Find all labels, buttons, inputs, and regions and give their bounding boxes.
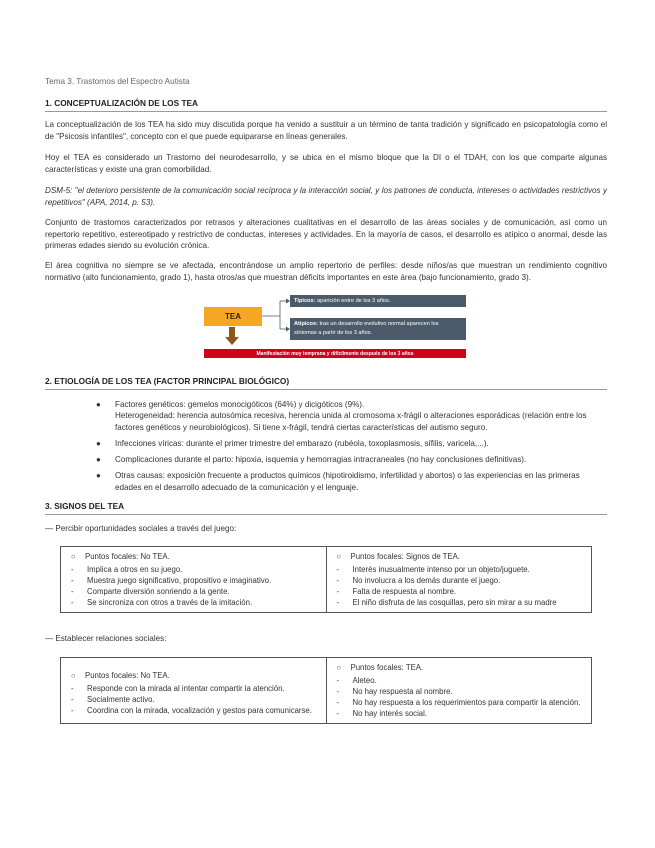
- paragraph-neurodevelopment: Hoy el TEA es considerado un Trastorno del neurodesarrollo, y se ubica en el mismo bloque que la DI o el TDAH, con los que comparte algunas características y existe una gran comorbilidad.: [45, 153, 607, 174]
- focal-title: Puntos focales: TEA.: [350, 663, 424, 672]
- list-item: - No hay respuesta al nombre.: [336, 687, 453, 696]
- atipicos-box: [290, 318, 466, 340]
- section-1-title: 1. CONCEPTUALIZACIÓN DE LOS TEA: [45, 98, 607, 112]
- bullet-icon: ●: [96, 455, 101, 465]
- atipicos-label: Atípicos:: [294, 321, 318, 327]
- tipicos-box: [290, 295, 466, 307]
- list-item: ● Factores genéticos: gemelos monocigóticos (64%) y dicigóticos (9%).: [96, 400, 365, 409]
- table-cell-no-tea: [61, 658, 327, 724]
- section-2-title: 2. ETIOLOGÍA DE LOS TEA (FACTOR PRINCIPAL BIOLÓGICO): [45, 376, 607, 390]
- paragraph-dsm5: [45, 185, 607, 208]
- tea-onset-diagram: [204, 294, 466, 360]
- focal-title: Puntos focales: Signos de TEA.: [350, 552, 461, 561]
- onset-bar: Manifestación muy temprana y difícilmente después de los 3 años: [204, 349, 466, 358]
- paragraph-cognitive: El área cognitiva no siempre se ve afectada, encontrándose un amplio repertorio de perfiles: desde niños/as que muestran un rendimiento cognitivo normativo (alto funcionamiento, grado 1), hasta otros/as que muestran déficits importantes en este área (bajo funcionamiento, grado 3).: [45, 261, 607, 282]
- focal-title: Puntos focales: No TEA.: [85, 552, 170, 561]
- table-cell-tea-signs: [326, 547, 592, 613]
- subheading-play: — Percibir oportunidades sociales a través del juego:: [45, 524, 237, 533]
- circle-bullet-icon: ○: [336, 552, 342, 561]
- list-item: - Interés inusualmente intenso por un objeto/juguete.: [336, 565, 530, 574]
- bullet-icon: ●: [96, 400, 101, 409]
- list-item: ● Otras causas: exposición frecuente a productos químicos (hipotiroidismo, infertilidad y abortos) o las experiencias en las primeras edades en el desarrollo adecuado de la comunicación y el lenguaje.: [96, 471, 580, 492]
- section-3-title: 3. SIGNOS DEL TEA: [45, 501, 607, 515]
- tea-box: TEA: [204, 307, 262, 326]
- dsm5-label: DSM-5:: [45, 186, 73, 195]
- list-item: - No hay interés social.: [336, 709, 428, 718]
- list-item: Heterogeneidad: herencia autosómica recesiva, herencia unida al cromosoma x-frágil o alteraciones esporádicas (relación entre los factores genéticos y neurobiológicos). Si tiene x-frágil, tendrá ciertas características del autismo seguro.: [115, 411, 587, 432]
- table-cell-tea: [326, 658, 592, 724]
- list-item: - No hay respuesta a los requerimientos para compartir la atención.: [336, 698, 581, 707]
- subheading-relations: — Establecer relaciones sociales:: [45, 634, 167, 643]
- tipicos-label: Típicos:: [294, 298, 316, 304]
- bullet-icon: ●: [96, 439, 101, 449]
- list-item: - No involucra a los demás durante el juego.: [336, 576, 501, 585]
- signs-table-play: [60, 546, 592, 613]
- list-item: - Falta de respuesta al nombre.: [336, 587, 457, 596]
- list-item: - Aleteo.: [336, 676, 377, 685]
- list-item: - Muestra juego significativo, propositivo e imaginativo.: [71, 576, 272, 585]
- paragraph-definition: Conjunto de trastornos caracterizados por retrasos y alteraciones cualitativas en el desarrollo de las áreas sociales y de comunicación, así como un repertorio repetitivo, estereotipado y restrictivo de conductas, intereses y actividades. En la mayoría de casos, el desarrollo es atípico o anormal, desde las primeras edades siendo su evolución crónica.: [45, 218, 607, 251]
- circle-bullet-icon: ○: [336, 663, 342, 672]
- list-item: ● Infecciones víricas: durante el primer trimestre del embarazo (rubéola, toxoplasmosis, sífilis, varicela,...).: [96, 439, 489, 449]
- list-item: - Coordina con la mirada, vocalización y gestos para comunicarse.: [71, 706, 312, 715]
- document-header: Tema 3. Trastornos del Espectro Autista: [45, 77, 190, 86]
- atipicos-text: tras un desarrollo evolutivo normal aparecen los síntomas a partir de los 3 años.: [294, 321, 439, 336]
- list-item: - Se sincroniza con otros a través de la imitación.: [71, 598, 253, 607]
- circle-bullet-icon: ○: [71, 671, 76, 680]
- etiology-list: [45, 399, 607, 498]
- paragraph-intro: La conceptualización de los TEA ha sido muy discutida porque ha venido a sustituir a un término de tanta tradición y significado en psicopatología como el de "Psicosis infantiles", concepto con el que puede equipararse en líneas generales.: [45, 120, 607, 141]
- tipicos-text: aparición entre de los 3 años.: [315, 298, 391, 304]
- list-item: - Responde con la mirada al intentar compartir la atención.: [71, 684, 285, 693]
- table-cell-no-tea: [61, 547, 327, 613]
- focal-title: Puntos focales: No TEA.: [85, 671, 170, 680]
- list-item: - Implica a otros en su juego.: [71, 565, 183, 574]
- list-item: - El niño disfruta de las cosquillas, pero sin mirar a su madre: [336, 598, 557, 607]
- list-item: ● Complicaciones durante el parto: hipoxia, isquemia y hemorragias intracraneales (no hay conclusiones definitivas).: [96, 455, 527, 465]
- list-item: - Comparte diversión sonriendo a la gente.: [71, 587, 230, 596]
- list-item: - Socialmente activo.: [71, 695, 155, 704]
- signs-table-relations: [60, 657, 592, 724]
- circle-bullet-icon: ○: [71, 552, 76, 561]
- bullet-icon: ●: [96, 471, 101, 481]
- dsm5-quote: "el deterioro persistente de la comunicación social recíproca y la interacción social, y los patrones de conducta, intereses o actividades restrictivos y repetitivos" (APA, 2014, p. 53).: [45, 186, 607, 207]
